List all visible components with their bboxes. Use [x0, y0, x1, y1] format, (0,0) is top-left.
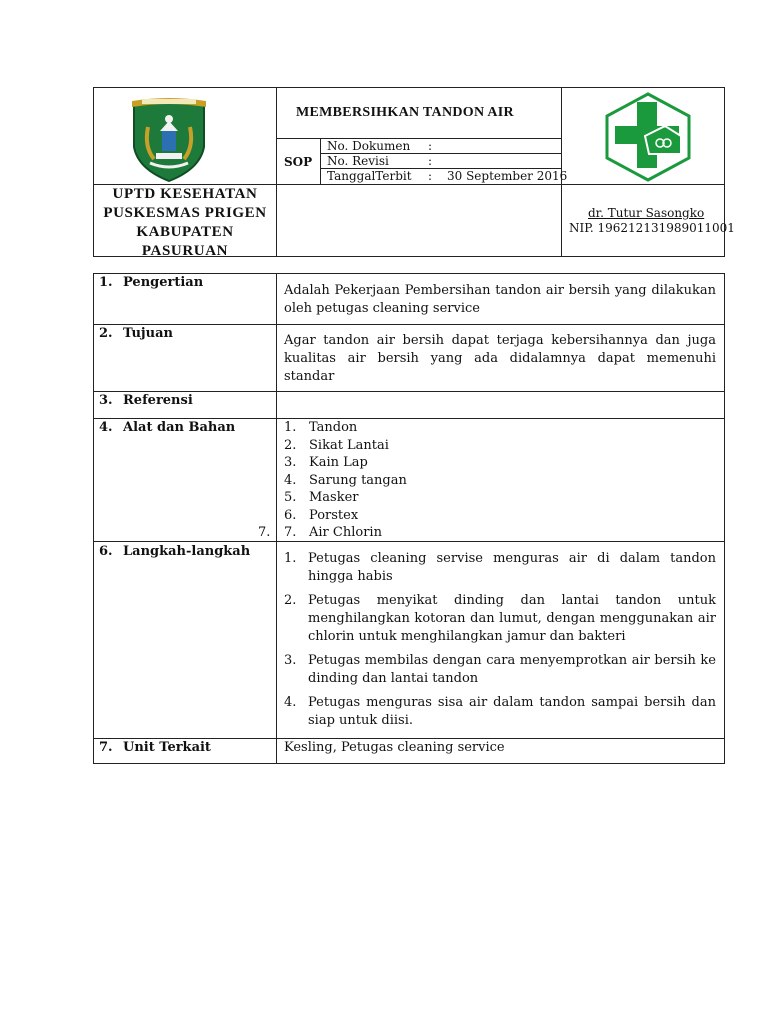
alat-item: 4. Sarung tangan — [284, 472, 407, 488]
regency-crest-icon — [130, 97, 208, 183]
alat-item: 2. Sikat Lantai — [284, 437, 389, 453]
row-langkah-label: 6. Langkah-langkah — [99, 544, 251, 559]
field-no-dokumen-label: No. Dokumen — [327, 139, 411, 153]
alat-item: 1. Tandon — [284, 420, 358, 435]
field-no-revisi-label: No. Revisi — [327, 154, 389, 168]
row-alat-stray-number: 7. — [258, 525, 271, 540]
row-pengertian-text: Adalah Pekerjaan Pembersihan tandon air bersih yang dilakukan oleh petugas cleaning service — [284, 283, 716, 316]
organization-name: UPTD KESEHATAN PUSKESMAS PRIGEN KABUPATEN PASURUAN — [103, 186, 267, 259]
field-no-dokumen-sep: : — [428, 139, 433, 153]
signer-nip: NIP. 196212131989011001 — [569, 221, 735, 235]
alat-item: 3. Kain Lap — [284, 455, 368, 470]
document-title: MEMBERSIHKAN TANDON AIR — [296, 105, 514, 120]
field-tanggal-sep: : — [428, 169, 433, 183]
langkah-step: 4. Petugas menguras sisa air dalam tandon sampai bersih dan siap untuk diisi. — [284, 695, 716, 728]
langkah-steps-list — [284, 550, 716, 736]
sop-label: SOP — [284, 155, 313, 169]
row-tujuan-label: 2. Tujuan — [99, 326, 173, 341]
row-pengertian-label: 1. Pengertian — [99, 275, 204, 290]
langkah-step: 2. Petugas menyikat dinding dan lantai tandon untuk menghilangkan kotoran dan lumut, dengan menggunakan air chlorin untuk menghilangkan jamur dan bakteri — [284, 593, 716, 644]
alat-item: 7. Air Chlorin — [284, 525, 382, 540]
langkah-step: 1. Petugas cleaning servise menguras air di dalam tandon hingga habis — [284, 551, 716, 584]
row-unit-label: 7. Unit Terkait — [99, 740, 211, 755]
row-unit-text: Kesling, Petugas cleaning service — [284, 740, 505, 755]
alat-item: 6. Porstex — [284, 507, 359, 523]
row-alat-label: 4. Alat dan Bahan — [99, 420, 236, 435]
langkah-step: 3. Petugas membilas dengan cara menyemprotkan air bersih ke dinding dan lantai tandon — [284, 653, 716, 686]
alat-item: 5. Masker — [284, 490, 359, 505]
field-tanggal-label: TanggalTerbit — [327, 169, 412, 183]
field-no-revisi-sep: : — [428, 154, 433, 168]
field-tanggal-value: 30 September 2016 — [447, 169, 568, 183]
puskesmas-logo-icon — [605, 92, 691, 182]
alat-list — [284, 419, 584, 542]
signer-name: dr. Tutur Sasongko — [588, 206, 705, 220]
row-tujuan-text: Agar tandon air bersih dapat terjaga kebersihannya dan juga kualitas air bersih yang ada didalamnya dapat memenuhi standar — [284, 333, 716, 384]
row-referensi-label: 3. Referensi — [99, 393, 193, 408]
